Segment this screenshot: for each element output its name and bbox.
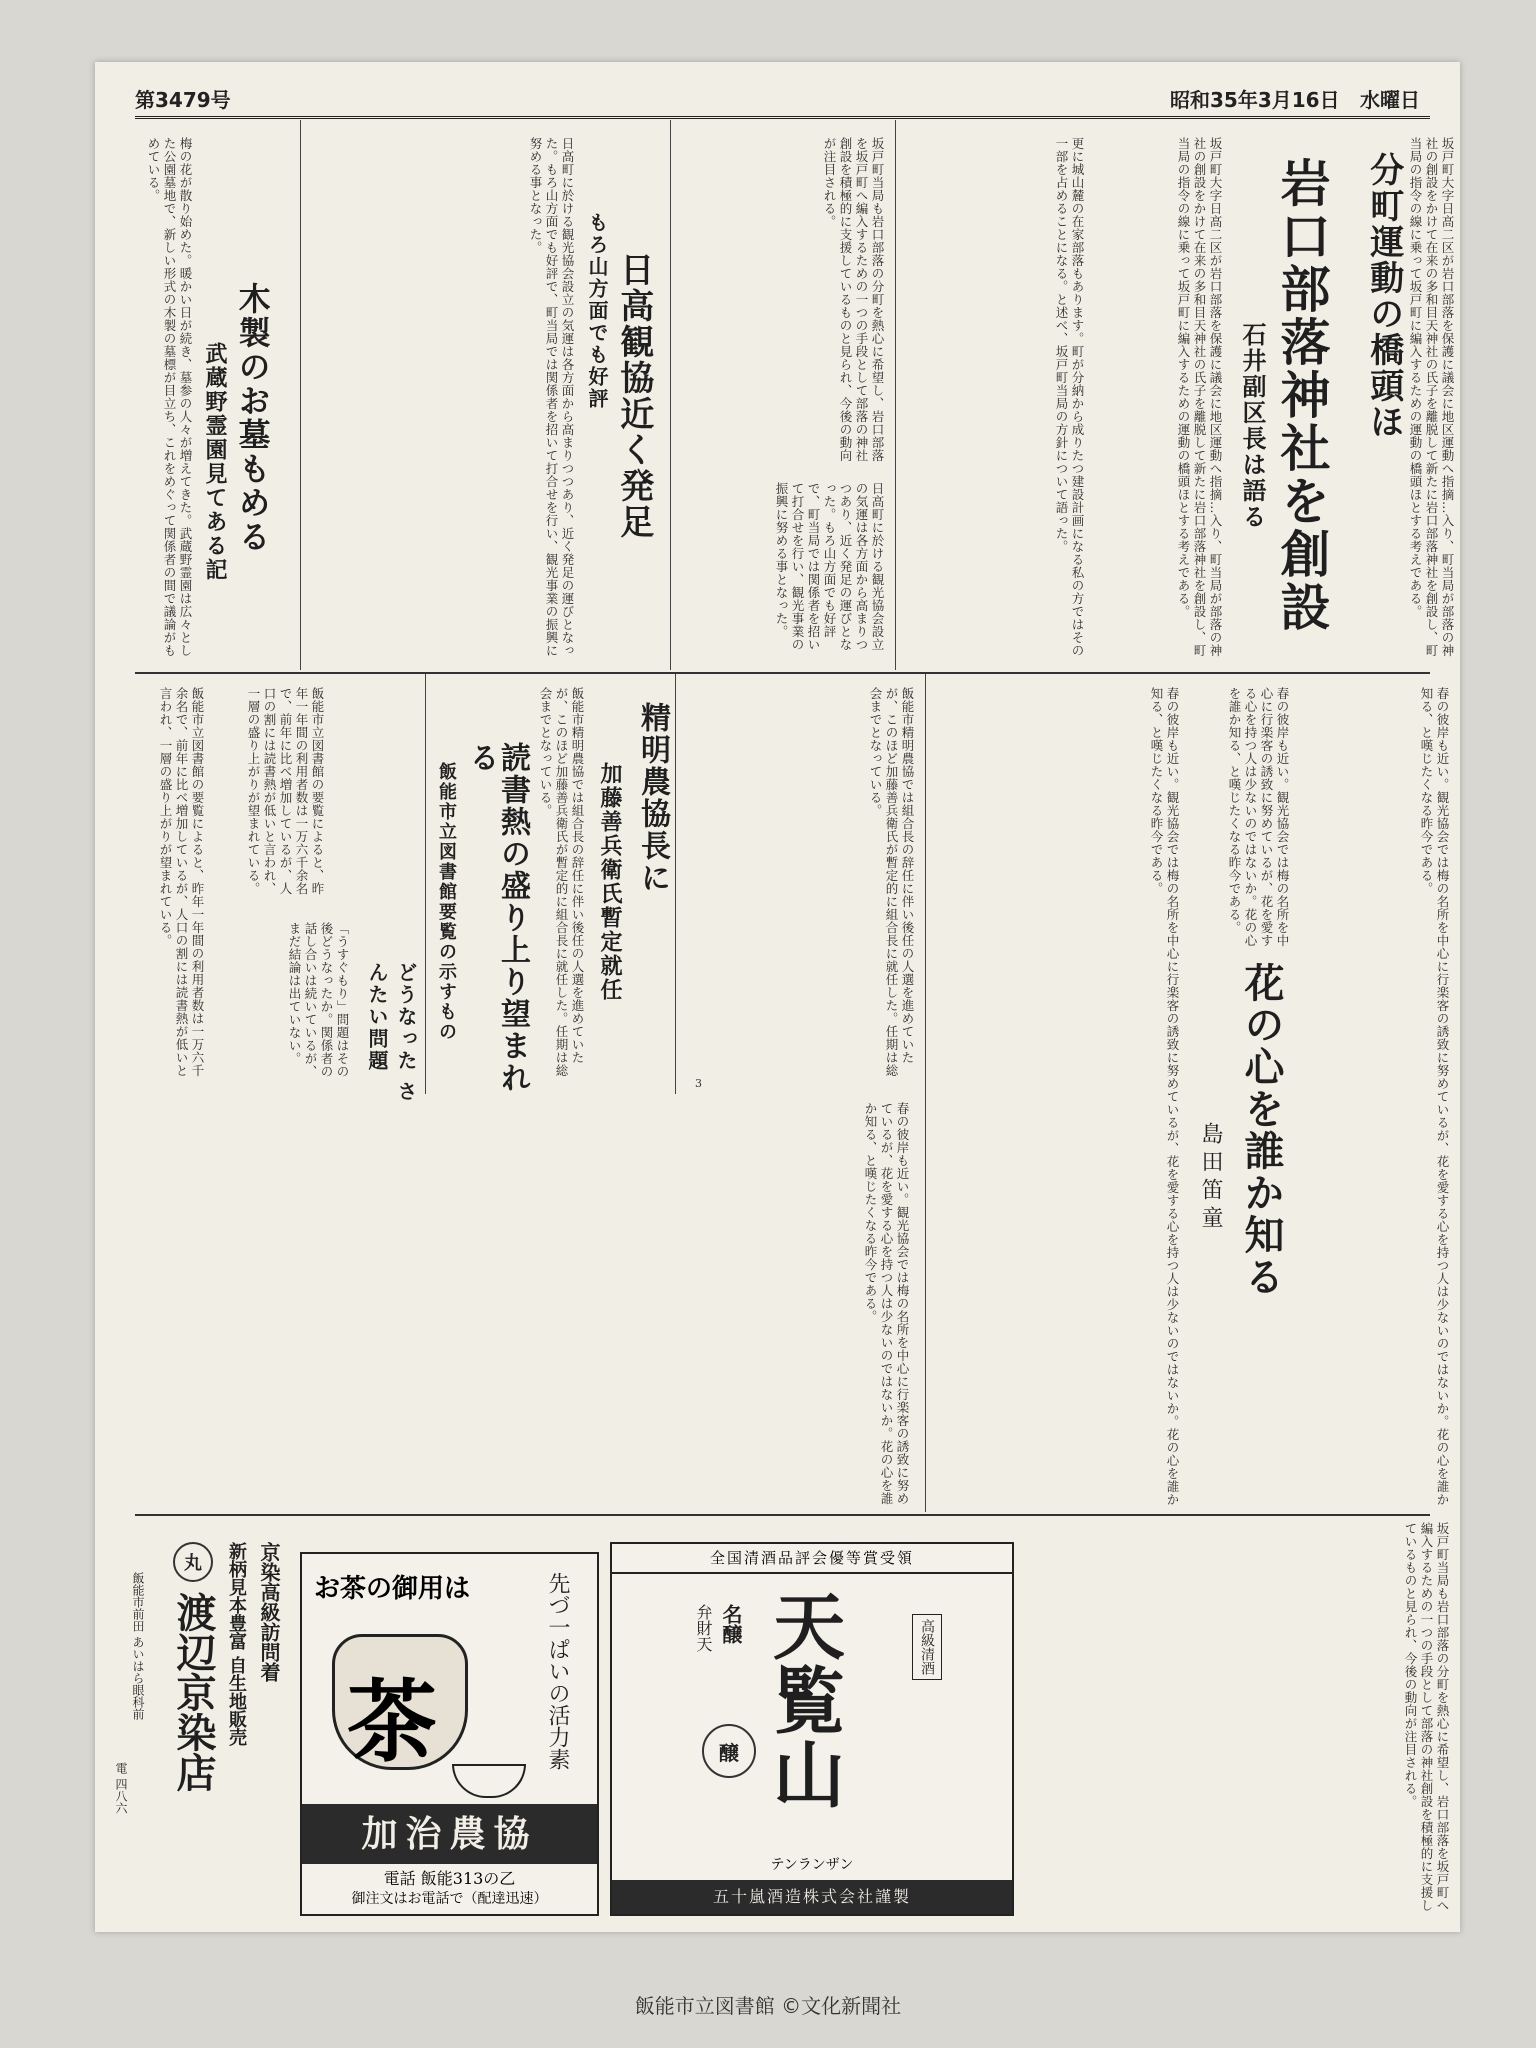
headline-dounatta: どうなった さんたい問題 [365,962,418,1103]
ad-tea-big-char: 茶 [347,1669,437,1775]
subhead-moroyama: もろ山方面でも好評 [585,212,609,410]
article-hana-body-3: 春の彼岸も近い。観光協会では梅の名所を中心に行楽客の誘致に努めているが、花を愛する心を持つ人は少ないのではないか。花の心を誰か知る、と嘆じたくなる昨今である。 [1227,687,1290,947]
article-library-body-2: 飯能市立図書館の要覧によると、昨年一年間の利用者数は一万六千余名で、前年に比べ増加しているが、人口の割には読書熱が低いと言われ、一層の盛り上がりが望まれている。 [246,687,325,895]
article-nokyo-body-2: 飯能市精明農協では組合長の辞任に伴い後任の人選を進めていたが、このほど加藤善兵衛氏が暫定的に組合長に就任した。任期は総会までとなっている。 [868,687,915,1077]
ad-kimono-address: 飯能市前田 あいはら眼科前 [131,1572,145,1720]
issue-weekday: 水曜日 [1360,88,1420,112]
ad-sake-maker: 五十嵐酒造株式会社謹製 [612,1880,1012,1914]
column-rule-mid-3 [425,674,426,1094]
ad-sake-banner: 全国清酒品評会優等賞受領 [612,1544,1012,1574]
issue-date: 昭和35年3月16日 [1170,88,1340,112]
headline-wooden-grave: 木製のお墓もめる [233,282,272,554]
ad-sake-label3: 高級清酒 [912,1614,942,1680]
teacup-icon [452,1764,526,1798]
article-iwaguchi-lead: 坂戸町大字日高二区が岩口部落を保護に議会に地区運動へ指摘…入り、町当局が部落の神社の創設をかけて在来の多和目天神社の氏子を離脱して新たに岩口部落神社を創設し、町当局の指令の線に乗って坂戸町に編入するための運動の橋頭ほとする考えである。 [1408,137,1455,657]
article-number: 3 [695,1077,702,1090]
section-rule-2 [135,1514,1430,1516]
subhead-musashino-reien: 武蔵野霊園見てある記 [202,342,228,582]
subhead-library-yoran: 飯能市立図書館要覧の示すもの [436,762,457,1042]
subhead-ishii: 石井副区長は語る [1238,322,1267,530]
article-bottom-body: 坂戸町当局も岩口部落の分町を熱心に希望し、岩口部落を坂戸町へ編入するための一つの手段として部落の神社創設を積極的に支援しているものと見られ、今後の動向が注目される。 [1403,1522,1450,1912]
ad-tea-slogan: 先づ一ぱいの活力素 [545,1572,570,1770]
byline-shimada: 島田笛童 [1198,1122,1223,1234]
column-rule-top [895,120,896,670]
article-bochi-body: 梅の花が散り始めた。暖かい日が続き、墓参の人々が増えてきた。武蔵野霊園は広々とした公園墓地で、新しい形式の木製の墓標が目立ち、これをめぐって関係者の間で議論がもめている。 [146,137,193,657]
headline-hidaka-kankyo: 日高観協近く発足 [613,252,654,540]
article-hana-body-2: 春の彼岸も近い。観光協会では梅の名所を中心に行楽客の誘致に努めているが、花を愛する心を持つ人は少ないのではないか。花の心を誰か知る、と嘆じたくなる昨今である。 [1149,687,1180,1506]
headline-iwaguchi-shrine: 岩口部落神社を創設 [1272,157,1332,634]
column-rule-mid-2 [675,674,676,1094]
ad-sake-stamp: 醸 [702,1724,756,1778]
ad-watanabe-kyozome [105,1532,290,1922]
masthead [135,76,1430,119]
ad-kimono-store-name: 渡辺京染店 [170,1592,217,1792]
subhead-kato-zenbee: 加藤善兵衛氏暫定就任 [597,762,623,1002]
ad-kimono-line2: 新柄見本豊富 自生地販売 [226,1542,247,1747]
newspaper-page [95,62,1460,1932]
ad-kimono-phone: 電 四八六 [114,1762,128,1814]
headline-seimei-nokyo: 精明農協長に [635,702,670,894]
ad-kimono-mark: 丸 [173,1542,213,1582]
ad-sake-reading: テンランザン [770,1857,854,1873]
article-hidaka-body-2: 日高町に於ける観光協会設立の気運は各方面から高まりつつあり、近く発足の運びとなった。もろ山方面でも好評で、町当局では関係者を招いて打合せを行い、観光事業の振興に努める事となった。 [774,482,885,651]
ad-tea-store-name: 加治農協 [302,1804,597,1864]
column-rule-mid [925,674,926,1512]
article-dounatta-body: 「うすぐもり」問題はその後どうなったか。関係者の話し合いは続いているが、まだ結論は出ていない。 [287,922,350,1078]
column-rule-top-2 [670,120,671,670]
ad-sake-label1: 名醸 [719,1604,743,1644]
headline-bunchou-undou: 分町運動の橋頭ほ [1363,152,1404,440]
footer-credit: 飯能市立図書館 ©文化新聞社 [634,1994,902,2018]
article-hana-body: 春の彼岸も近い。観光協会では梅の名所を中心に行楽客の誘致に努めているが、花を愛する心を持つ人は少ないのではないか。花の心を誰か知る、と嘆じたくなる昨今である。 [1419,687,1450,1506]
headline-hana-no-kokoro: 花の心を誰か知る [1238,962,1285,1298]
article-hidaka-body: 日高町に於ける観光協会設立の気運は各方面から高まりつつあり、近く発足の運びとなった。もろ山方面でも好評で、町当局では関係者を招いて打合せを行い、観光事業の振興に努める事となった。 [528,137,575,657]
ad-tea-phone: 電話 飯能313の乙 [383,1869,516,1888]
ad-tea-note: 御注文はお電話で（配達迅速） [351,1891,548,1907]
ad-kimono-line1: 京染高級訪問着 [257,1542,281,1682]
ad-sake-brand: 天覧山 [761,1589,846,1811]
ad-tea-headline: お茶の御用は [314,1574,471,1604]
ad-sake-label2: 弁財天 [694,1604,713,1652]
article-nokyo-body: 飯能市精明農協では組合長の辞任に伴い後任の人選を進めていたが、このほど加藤善兵衛氏が暫定的に組合長に就任した。任期は総会までとなっている。 [538,687,585,1077]
article-iwaguchi-body: 坂戸町大字日高二区が岩口部落を保護に議会に地区運動へ指摘…入り、町当局が部落の神社の創設をかけて在来の多和目天神社の氏子を離脱して新たに岩口部落神社を創設し、町当局の指令の線に乗って坂戸町に編入するための運動の橋頭ほとする考えである。 [1176,137,1223,657]
section-rule-1 [135,672,1430,674]
article-iwaguchi-body-2: 更に城山麓の在家部落もあります。町が分納から成りたつ建設計画になる私の方ではその一部を占めることになる。と述べ、坂戸町当局の方針について語った。 [1054,137,1085,657]
article-iwaguchi-body-3: 坂戸町当局も岩口部落の分町を熱心に希望し、岩口部落を坂戸町へ編入するための一つの手段として部落の神社創設を積極的に支援しているものと見られ、今後の動向が注目される。 [822,137,885,462]
column-rule-top-3 [300,120,301,670]
issue-number: 第3479号 [135,88,231,112]
ad-tea-kaji-nokyo [300,1552,599,1916]
ad-sake-tenranzan [610,1542,1014,1916]
article-lower-body: 春の彼岸も近い。観光協会では梅の名所を中心に行楽客の誘致に努めているが、花を愛する心を持つ人は少ないのではないか。花の心を誰か知る、と嘆じたくなる昨今である。 [863,1102,910,1505]
headline-reading-fever: 読書熱の盛り上り望まれる [463,742,530,1094]
article-library-body: 飯能市立図書館の要覧によると、昨年一年間の利用者数は一万六千余名で、前年に比べ増加しているが、人口の割には読書熱が低いと言われ、一層の盛り上がりが望まれている。 [158,687,205,1077]
